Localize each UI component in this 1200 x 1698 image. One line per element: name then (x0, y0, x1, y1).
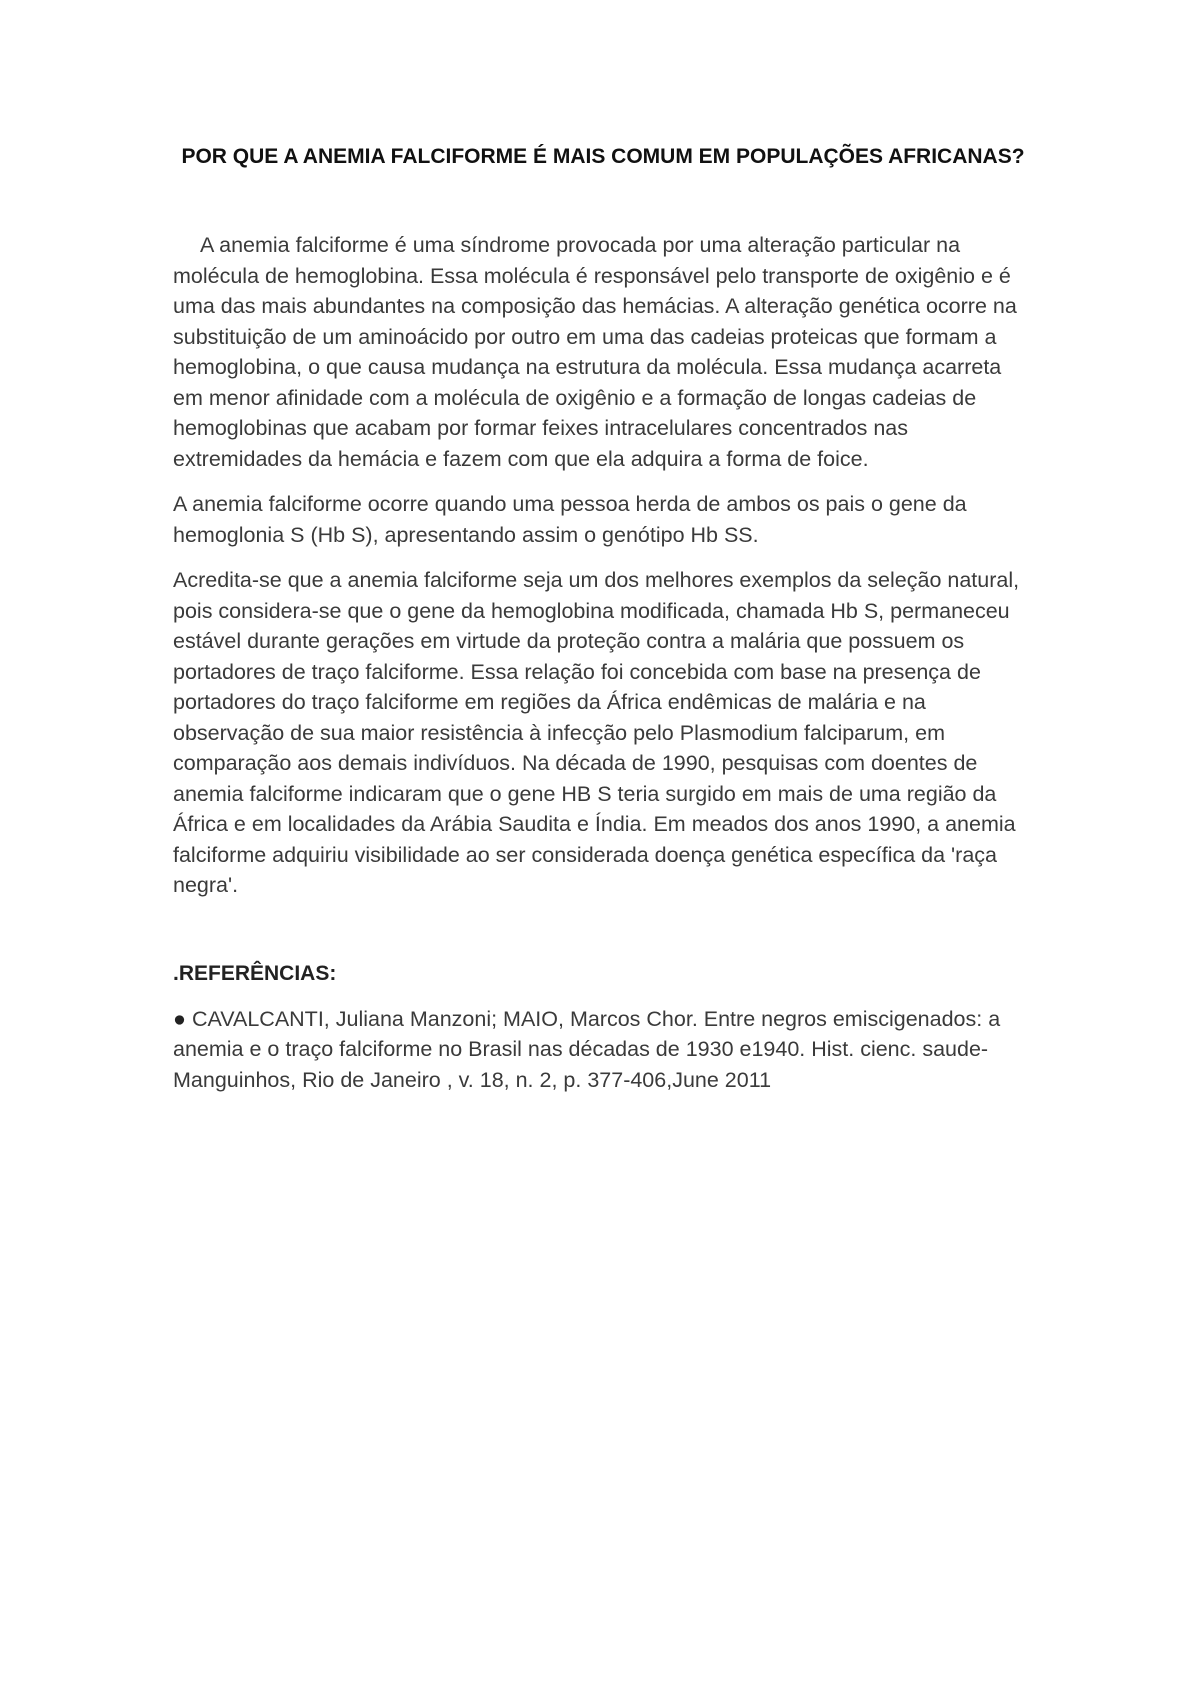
document-title: POR QUE A ANEMIA FALCIFORME É MAIS COMUM EM POPULAÇÕES AFRICANAS? (181, 145, 1025, 168)
paragraph-natural-selection: Acredita-se que a anemia falciforme seja um dos melhores exemplos da seleção natural, pois considera-se que o gene da hemoglobina modificada, chamada Hb S, permaneceu estável durante gerações em virtude da proteção contra a malária que possuem os portadores de traço falciforme. Essa relação foi concebida com base na presença de portadores do traço falciforme em regiões da África endêmicas de malária e na observação de sua maior resistência à infecção pelo Plasmodium falciparum, em comparação aos demais indivíduos. Na década de 1990, pesquisas com doentes de anemia falciforme indicaram que o gene HB S teria surgido em mais de uma região da África e em localidades da Arábia Saudita e Índia. Em meados dos anos 1990, a anemia falciforme adquiriu visibilidade ao ser considerada doença genética específica da 'raça negra'. (173, 568, 1020, 897)
bullet-icon: ● (173, 1006, 186, 1031)
paragraph-intro: A anemia falciforme é uma síndrome provocada por uma alteração particular na molécula de hemoglobina. Essa molécula é responsável pelo transporte de oxigênio e é uma das mais abundantes na composição das hemácias. A alteração genética ocorre na substituição de um aminoácido por outro em uma das cadeias proteicas que formam a hemoglobina, o que causa mudança na estrutura da molécula. Essa mudança acarreta em menor afinidade com a molécula de oxigênio e a formação de longas cadeias de hemoglobinas que acabam por formar feixes intracelulares concentrados nas extremidades da hemácia e fazem com que ela adquira a forma de foice. (173, 233, 1017, 471)
document-body (173, 141, 1033, 1095)
references-heading: .REFERÊNCIAS: (173, 961, 337, 985)
reference-item (173, 1004, 1033, 1096)
reference-text: CAVALCANTI, Juliana Manzoni; MAIO, Marcos Chor. Entre negros emiscigenados: a anemia e o traço falciforme no Brasil nas décadas de 1930 e1940. Hist. cienc. saude-Manguinhos, Rio de Janeiro , v. 18, n. 2, p. 377-406,June 2011 (173, 1006, 1001, 1092)
paragraph-inheritance: A anemia falciforme ocorre quando uma pessoa herda de ambos os pais o gene da hemoglonia S (Hb S), apresentando assim o genótipo Hb SS. (173, 492, 967, 547)
